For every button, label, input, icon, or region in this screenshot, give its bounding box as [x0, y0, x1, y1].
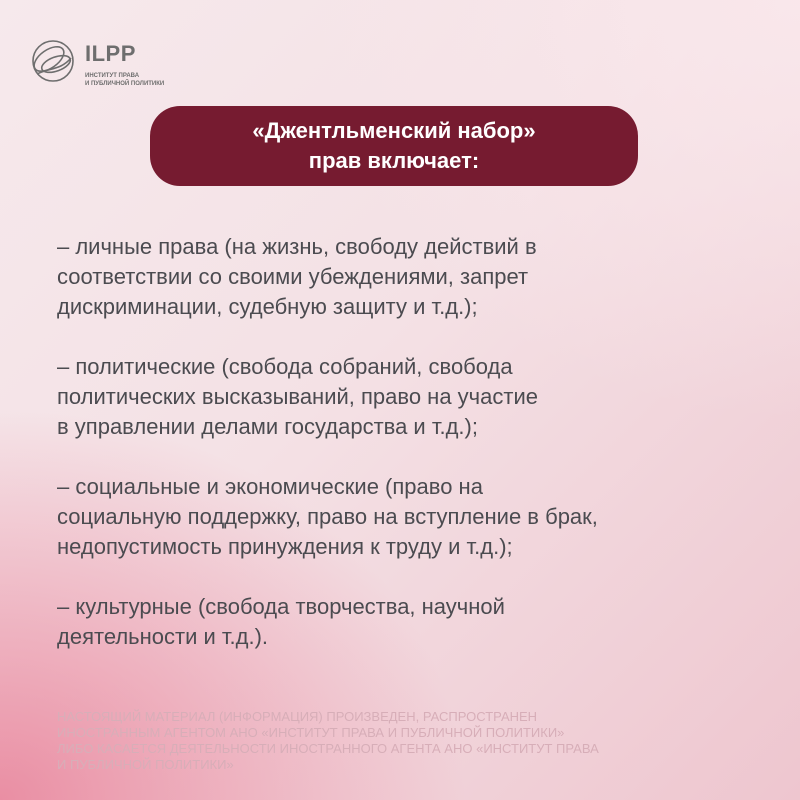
text-line: в управлении делами государства и т.д.);: [57, 414, 478, 439]
text-line: политических высказываний, право на участие: [57, 384, 538, 409]
text-line: – культурные (свобода творчества, научной: [57, 594, 505, 619]
rights-item-personal: [57, 232, 757, 322]
rights-item-social-economic: [57, 472, 757, 562]
rights-item-political: [57, 352, 757, 442]
disclaimer-line: ИНОСТРАННЫМ АГЕНТОМ АНО «ИНСТИТУТ ПРАВА И ПУБЛИЧНОЙ ПОЛИТИКИ»: [57, 725, 565, 740]
foreign-agent-disclaimer: [57, 709, 757, 773]
heading-banner: [150, 106, 638, 186]
text-line: – личные права (на жизнь, свободу действий в: [57, 234, 537, 259]
banner-line: прав включает:: [308, 148, 480, 173]
rights-item-cultural: [57, 592, 757, 652]
logo-subtitle-line: ИНСТИТУТ ПРАВА: [85, 73, 140, 79]
logo-title: ILPP: [85, 41, 136, 66]
text-line: дискриминации, судебную защиту и т.д.);: [57, 294, 478, 319]
text-line: деятельности и т.д.).: [57, 624, 269, 649]
banner-line: «Джентльменский набор»: [252, 118, 536, 143]
text-line: – социальные и экономические (право на: [57, 474, 483, 499]
logo-subtitle: [85, 72, 164, 88]
ilpp-circles-logo-icon: [27, 38, 79, 84]
disclaimer-line: И ПУБЛИЧНОЙ ПОЛИТИКИ»: [57, 757, 234, 772]
disclaimer-line: ЛИБО КАСАЕТСЯ ДЕЯТЕЛЬНОСТИ ИНОСТРАННОГО АГЕНТА АНО «ИНСТИТУТ ПРАВА: [57, 741, 599, 756]
text-line: – политические (свобода собраний, свобода: [57, 354, 513, 379]
ilpp-logo: [27, 38, 227, 88]
text-line: социальную поддержку, право на вступление в брак,: [57, 504, 598, 529]
text-line: соответствии со своими убеждениями, запрет: [57, 264, 529, 289]
rights-list: [57, 232, 757, 682]
disclaimer-line: НАСТОЯЩИЙ МАТЕРИАЛ (ИНФОРМАЦИЯ) ПРОИЗВЕДЕН, РАСПРОСТРАНЕН: [57, 709, 538, 724]
text-line: недопустимость принуждения к труду и т.д.);: [57, 534, 513, 559]
logo-subtitle-line: И ПУБЛИЧНОЙ ПОЛИТИКИ: [85, 81, 165, 87]
